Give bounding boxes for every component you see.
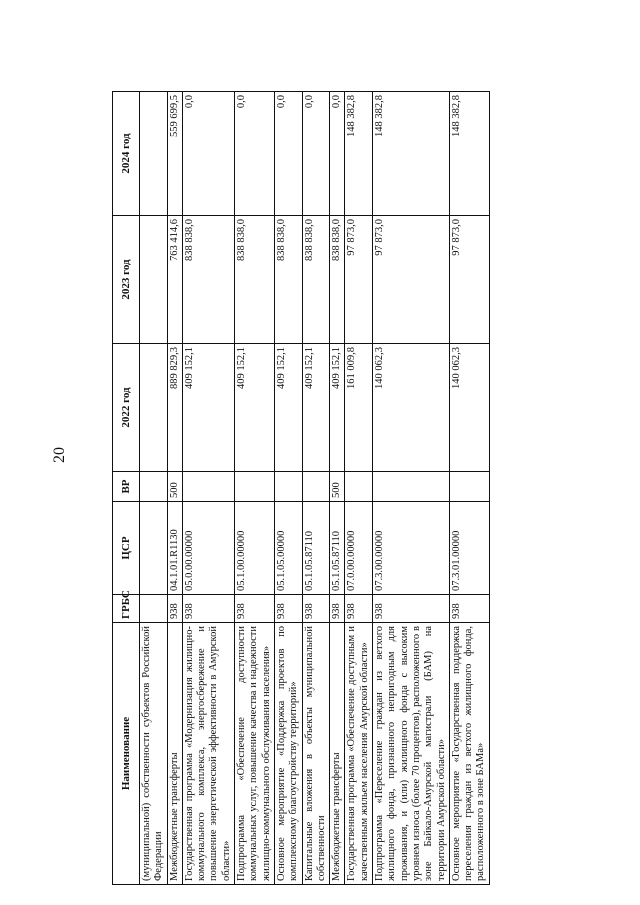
header-2022: 2022 год — [113, 344, 140, 472]
cell-y2023: 97 873,0 — [345, 216, 373, 344]
cell-csr — [140, 502, 168, 595]
table-row — [182, 92, 234, 885]
cell-csr: 05.1.05.00000 — [274, 502, 302, 595]
cell-y2022 — [140, 344, 168, 472]
cell-y2022: 409 152,1 — [274, 344, 302, 472]
cell-y2022: 889 829,3 — [167, 344, 182, 472]
cell-grbs: 938 — [182, 595, 234, 623]
cell-name: (муниципальной) собственности субъектов Российской Федерации — [140, 623, 168, 885]
cell-vr: 500 — [330, 472, 345, 502]
cell-name: Основное мероприятие «Государственная поддержка переселения граждан из ветхого жилищного фонда, расположенного в зоне БАМа» — [449, 623, 489, 885]
header-2024: 2024 год — [113, 92, 140, 216]
cell-csr: 07.3.00.00000 — [373, 502, 450, 595]
cell-y2023: 838 838,0 — [302, 216, 330, 344]
cell-y2024: 148 382,8 — [373, 92, 450, 216]
cell-csr: 07.3.01.00000 — [449, 502, 489, 595]
cell-y2024: 148 382,8 — [449, 92, 489, 216]
cell-vr: 500 — [167, 472, 182, 502]
cell-name: Государственная программа «Модернизация жилищно-коммунального комплекса, энергосбережение и повышение энергетической эффективности в Амурской области» — [182, 623, 234, 885]
cell-csr: 05.1.05.87110 — [302, 502, 330, 595]
cell-y2022: 409 152,1 — [182, 344, 234, 472]
cell-y2022: 409 152,1 — [302, 344, 330, 472]
cell-grbs: 938 — [167, 595, 182, 623]
cell-y2023: 838 838,0 — [235, 216, 275, 344]
cell-y2024 — [140, 92, 168, 216]
header-grbs: ГРБС — [113, 595, 140, 623]
cell-grbs — [140, 595, 168, 623]
cell-y2023: 838 838,0 — [182, 216, 234, 344]
table-row — [140, 92, 168, 885]
cell-vr — [140, 472, 168, 502]
cell-csr: 05.1.00.00000 — [235, 502, 275, 595]
cell-y2023: 97 873,0 — [373, 216, 450, 344]
cell-name: Межбюджетные трансферты — [330, 623, 345, 885]
cell-csr: 07.0.00.00000 — [345, 502, 373, 595]
cell-y2023: 97 873,0 — [449, 216, 489, 344]
cell-grbs: 938 — [373, 595, 450, 623]
header-csr: ЦСР — [113, 502, 140, 595]
cell-name: Основное мероприятие «Поддержка проектов по комплексному благоустройству территорий» — [274, 623, 302, 885]
cell-grbs: 938 — [235, 595, 275, 623]
cell-vr — [302, 472, 330, 502]
cell-grbs: 938 — [345, 595, 373, 623]
cell-csr: 05.0.00.00000 — [182, 502, 234, 595]
table-header-row — [113, 92, 140, 885]
cell-y2024: 0,0 — [182, 92, 234, 216]
cell-csr: 04.1.01.R1130 — [167, 502, 182, 595]
table-row — [449, 92, 489, 885]
cell-name: Капитальные вложения в объекты муниципальной собственности — [302, 623, 330, 885]
cell-name: Государственная программа «Обеспечение доступным и качественным жильем населения Амурской области» — [345, 623, 373, 885]
header-name: Наименование — [113, 623, 140, 885]
cell-y2023: 763 414,6 — [167, 216, 182, 344]
cell-grbs: 938 — [302, 595, 330, 623]
cell-vr — [373, 472, 450, 502]
cell-vr — [345, 472, 373, 502]
page-number: 20 — [51, 447, 68, 463]
table-row — [274, 92, 302, 885]
cell-vr — [274, 472, 302, 502]
cell-y2022: 409 152,1 — [330, 344, 345, 472]
cell-name: Подпрограмма «Переселение граждан из ветхого жилищного фонда, признанного непригодным для проживания, и (или) жилищного фонда с высоким уровнем износа (более 70 процентов), расположенного в зоне Байкало-Амурской магистрали (БАМ) на территории Амурской области» — [373, 623, 450, 885]
cell-vr — [182, 472, 234, 502]
table-row — [330, 92, 345, 885]
cell-y2022: 161 009,8 — [345, 344, 373, 472]
cell-name: Межбюджетные трансферты — [167, 623, 182, 885]
table-row — [235, 92, 275, 885]
table-row — [302, 92, 330, 885]
cell-y2022: 140 062,3 — [373, 344, 450, 472]
cell-y2023: 838 838,0 — [274, 216, 302, 344]
cell-grbs: 938 — [449, 595, 489, 623]
cell-y2024: 148 382,8 — [345, 92, 373, 216]
table-row — [373, 92, 450, 885]
cell-grbs: 938 — [274, 595, 302, 623]
cell-vr — [449, 472, 489, 502]
cell-name: Подпрограмма «Обеспечение доступности коммунальных услуг, повышение качества и надежности жилищно-коммунального обслуживания населения» — [235, 623, 275, 885]
cell-y2024: 0,0 — [302, 92, 330, 216]
header-vr: ВР — [113, 472, 140, 502]
header-2023: 2023 год — [113, 216, 140, 344]
cell-y2022: 140 062,3 — [449, 344, 489, 472]
cell-csr: 05.1.05.87110 — [330, 502, 345, 595]
cell-y2024: 0,0 — [235, 92, 275, 216]
table-row — [345, 92, 373, 885]
budget-table — [112, 91, 490, 885]
cell-vr — [235, 472, 275, 502]
cell-y2024: 0,0 — [330, 92, 345, 216]
table-row — [167, 92, 182, 885]
cell-grbs: 938 — [330, 595, 345, 623]
cell-y2023: 838 838,0 — [330, 216, 345, 344]
cell-y2023 — [140, 216, 168, 344]
cell-y2024: 559 699,5 — [167, 92, 182, 216]
cell-y2022: 409 152,1 — [235, 344, 275, 472]
rotated-table-container — [112, 92, 520, 885]
cell-y2024: 0,0 — [274, 92, 302, 216]
